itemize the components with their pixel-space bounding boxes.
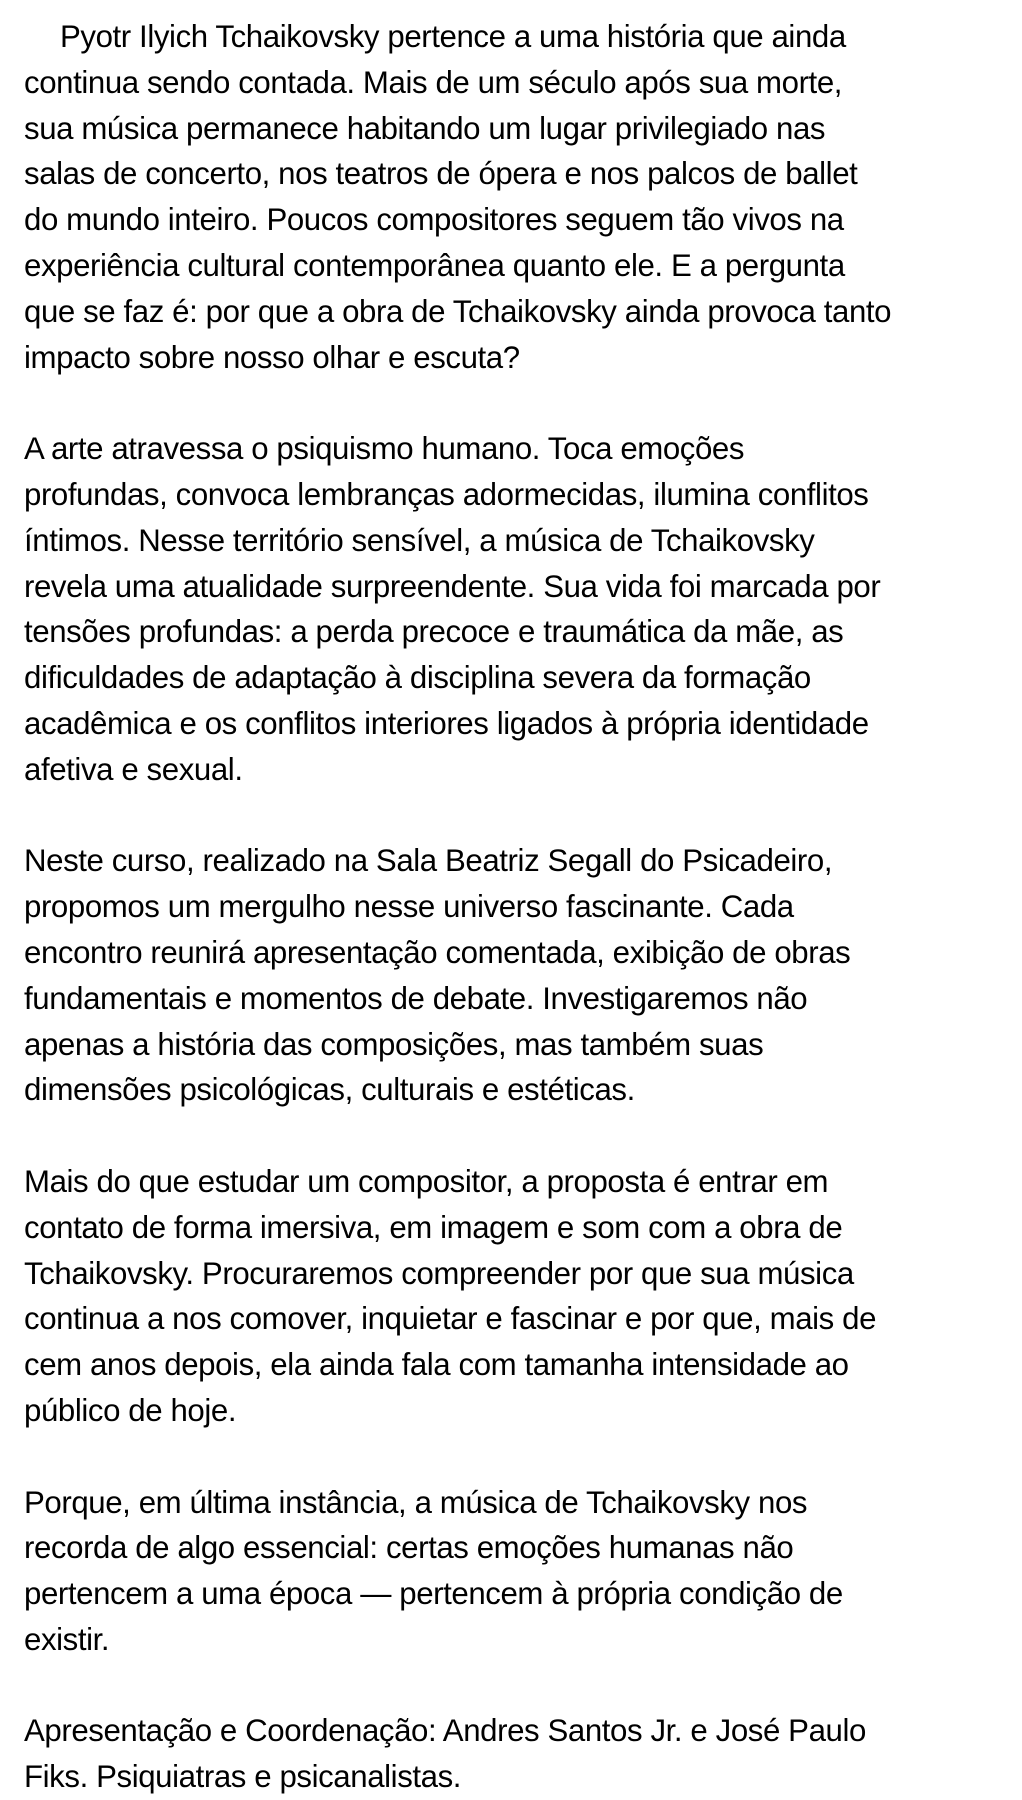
- paragraph-proposal: [24, 1159, 1014, 1434]
- text-line: íntimos. Nesse território sensível, a música de Tchaikovsky: [24, 522, 815, 558]
- text-line: A arte atravessa o psiquismo humano. Toca emoções: [24, 431, 745, 467]
- text-line: propomos um mergulho nesse universo fascinante. Cada: [24, 889, 794, 925]
- text-line: Fiks. Psiquiatras e psicanalistas.: [24, 1759, 462, 1795]
- text-line: encontro reunirá apresentação comentada, exibição de obras: [24, 934, 851, 970]
- text-line: continua sendo contada. Mais de um século após sua morte,: [24, 64, 843, 100]
- text-line: Pyotr Ilyich Tchaikovsky pertence a uma história que ainda: [60, 19, 846, 54]
- text-line: recorda de algo essencial: certas emoções humanas não: [24, 1530, 794, 1566]
- paragraph-course-description: [24, 838, 1014, 1113]
- text-line: pertencem a uma época — pertencem à própria condição de: [24, 1576, 843, 1612]
- document-body: [24, 14, 1014, 1800]
- text-line: dificuldades de adaptação à disciplina severa da formação: [24, 660, 811, 696]
- text-line: revela uma atualidade surpreendente. Sua vida foi marcada por: [24, 568, 881, 604]
- text-line: apenas a história das composições, mas também suas: [24, 1026, 764, 1062]
- text-line: sua música permanece habitando um lugar privilegiado nas: [24, 110, 826, 146]
- text-line: Mais do que estudar um compositor, a proposta é entrar em: [24, 1163, 829, 1199]
- text-line: Neste curso, realizado na Sala Beatriz Segall do Psicadeiro,: [24, 843, 833, 879]
- text-line: contato de forma imersiva, em imagem e som com a obra de: [24, 1209, 843, 1245]
- text-line: acadêmica e os conflitos interiores ligados à própria identidade: [24, 705, 869, 741]
- text-line: dimensões psicológicas, culturais e estéticas.: [24, 1072, 635, 1108]
- paragraph-conclusion: [24, 1480, 1014, 1663]
- text-line: público de hoje.: [24, 1392, 237, 1428]
- text-line: experiência cultural contemporânea quanto ele. E a pergunta: [24, 247, 845, 283]
- text-line: Porque, em última instância, a música de Tchaikovsky nos: [24, 1484, 808, 1520]
- paragraph-credits: [24, 1708, 1014, 1800]
- text-line: continua a nos comover, inquietar e fascinar e por que, mais de: [24, 1301, 877, 1337]
- paragraph-art-and-psyche: [24, 426, 1014, 792]
- text-line: impacto sobre nosso olhar e escuta?: [24, 339, 520, 375]
- text-line: tensões profundas: a perda precoce e traumática da mãe, as: [24, 614, 844, 650]
- text-line: Apresentação e Coordenação: Andres Santos Jr. e José Paulo: [24, 1713, 866, 1749]
- text-line: cem anos depois, ela ainda fala com tamanha intensidade ao: [24, 1347, 849, 1383]
- text-line: do mundo inteiro. Poucos compositores seguem tão vivos na: [24, 202, 844, 238]
- text-line: que se faz é: por que a obra de Tchaikovsky ainda provoca tanto: [24, 293, 892, 329]
- text-line: fundamentais e momentos de debate. Investigaremos não: [24, 980, 808, 1016]
- text-line: profundas, convoca lembranças adormecidas, ilumina conflitos: [24, 476, 869, 512]
- text-line: afetiva e sexual.: [24, 751, 243, 787]
- text-line: existir.: [24, 1621, 110, 1657]
- text-line: salas de concerto, nos teatros de ópera e nos palcos de ballet: [24, 156, 858, 192]
- text-line: Tchaikovsky. Procuraremos compreender por que sua música: [24, 1255, 854, 1291]
- paragraph-introduction: [24, 14, 1014, 380]
